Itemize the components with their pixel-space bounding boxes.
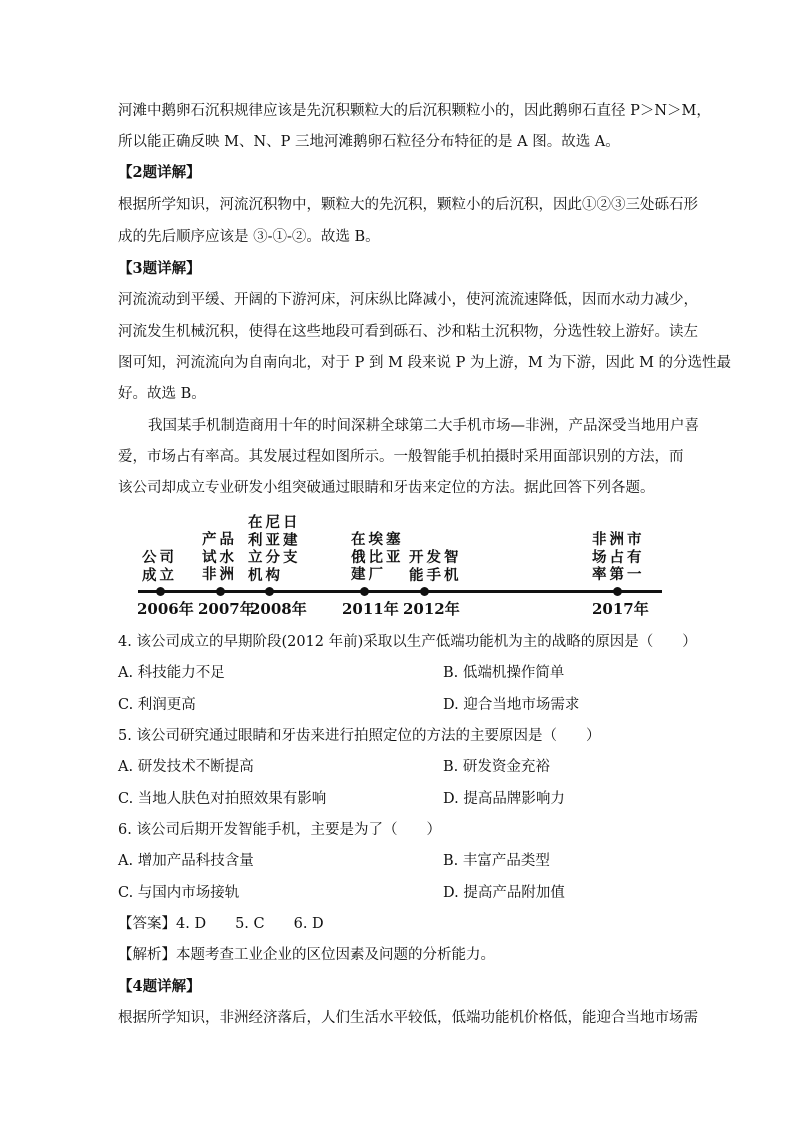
timeline-event-text: 非洲 bbox=[202, 566, 237, 583]
question-option: C. 当地人肤色对拍照效果有影响 bbox=[118, 791, 327, 807]
timeline-year: 2006年 bbox=[137, 600, 194, 618]
question-option: A. 研发技术不断提高 bbox=[118, 759, 254, 775]
timeline-marker bbox=[216, 587, 225, 596]
question-option: B. 研发资金充裕 bbox=[443, 759, 550, 775]
answer-line: 【答案】4. D 5. C 6. D bbox=[118, 916, 324, 932]
question-option: D. 迎合当地市场需求 bbox=[443, 697, 580, 713]
timeline-marker bbox=[420, 587, 429, 596]
paragraph-line: 我国某手机制造商用十年的时间深耕全球第二大手机市场—非洲，产品深受当地用户喜 bbox=[148, 418, 699, 434]
timeline-event-text: 利亚建 bbox=[248, 531, 301, 549]
section-heading-q3: 【3题详解】 bbox=[118, 260, 201, 277]
question-stem: 6. 该公司后期开发智能手机，主要是为了（ ） bbox=[118, 822, 441, 838]
timeline-event-label bbox=[202, 531, 237, 584]
timeline-marker bbox=[360, 587, 369, 596]
question-option: A. 增加产品科技含量 bbox=[118, 853, 254, 869]
timeline-event-text: 建厂 bbox=[351, 566, 386, 583]
question-stem: 4. 该公司成立的早期阶段(2012 年前)采取以生产低端功能机为主的战略的原因是（ ） bbox=[118, 634, 697, 650]
paragraph-line: 河流发生机械沉积，使得在这些地段可看到砾石、沙和粘土沉积物，分选性较上游好。读左 bbox=[118, 324, 698, 340]
timeline-event-text: 俄比亚 bbox=[351, 548, 404, 566]
section-heading-q4: 【4题详解】 bbox=[118, 978, 201, 995]
question-option: C. 与国内市场接轨 bbox=[118, 885, 240, 901]
timeline-event-text: 率第一 bbox=[592, 566, 645, 583]
analysis-line: 【解析】本题考查工业企业的区位因素及问题的分析能力。 bbox=[118, 947, 495, 963]
timeline-year: 2017年 bbox=[592, 600, 649, 618]
question-option: D. 提高产品附加值 bbox=[443, 885, 565, 901]
paragraph-line: 河流流动到平缓、开阔的下游河床，河床纵比降减小，使河流流速降低，因而水动力减少， bbox=[118, 292, 698, 308]
timeline-year: 2012年 bbox=[403, 600, 460, 618]
section-heading-q2: 【2题详解】 bbox=[118, 164, 201, 181]
timeline-event-text: 在埃塞 bbox=[351, 531, 404, 548]
paragraph-line: 成的先后顺序应该是 ③-①-②。故选 B。 bbox=[118, 229, 380, 245]
paragraph-line: 河滩中鹅卵石沉积规律应该是先沉积颗粒大的后沉积颗粒小的，因此鹅卵石直径 P＞N＞M， bbox=[118, 103, 711, 119]
paragraph-line: 根据所学知识，非洲经济落后，人们生活水平较低，低端功能机价格低，能迎合当地市场需 bbox=[118, 1010, 698, 1026]
timeline-event-label bbox=[592, 531, 645, 584]
timeline-marker bbox=[613, 587, 622, 596]
paragraph-line: 爱，市场占有率高。其发展过程如图所示。一般智能手机拍摄时采用面部识别的方法，而 bbox=[118, 449, 684, 465]
timeline-year: 2008年 bbox=[250, 600, 307, 618]
paragraph-line: 所以能正确反映 M、N、P 三地河滩鹅卵石粒径分布特征的是 A 图。故选 A。 bbox=[118, 134, 620, 150]
question-option: A. 科技能力不足 bbox=[118, 665, 225, 681]
company-timeline-figure bbox=[130, 508, 670, 618]
question-option: D. 提高品牌影响力 bbox=[443, 791, 565, 807]
question-stem: 5. 该公司研究通过眼睛和牙齿来进行拍照定位的方法的主要原因是（ ） bbox=[118, 728, 601, 744]
question-option: C. 利润更高 bbox=[118, 697, 196, 713]
timeline-event-text: 产品 bbox=[202, 531, 237, 548]
paragraph-line: 图可知，河流流向为自南向北，对于 P 到 M 段来说 P 为上游，M 为下游，因此 M 的分选性最 bbox=[118, 355, 732, 371]
paragraph-line: 好。故选 B。 bbox=[118, 386, 206, 402]
timeline-event-text: 成立 bbox=[142, 566, 177, 584]
timeline-event-text: 立分支 bbox=[248, 549, 301, 566]
timeline-event-text: 开发智 bbox=[409, 549, 462, 566]
timeline-event-text: 在尼日 bbox=[248, 514, 301, 531]
timeline-event-label bbox=[351, 531, 404, 584]
timeline-year: 2007年 bbox=[198, 600, 255, 618]
timeline-marker bbox=[265, 587, 274, 596]
paragraph-line: 根据所学知识，河流沉积物中，颗粒大的先沉积，颗粒小的后沉积，因此①②③三处砾石形 bbox=[118, 197, 698, 213]
timeline-event-label bbox=[409, 549, 462, 584]
timeline-year: 2011年 bbox=[342, 600, 399, 618]
timeline-event-text: 场占有 bbox=[592, 548, 645, 566]
timeline-event-text: 能手机 bbox=[409, 566, 462, 584]
timeline-event-label bbox=[142, 549, 177, 584]
timeline-event-label bbox=[248, 514, 301, 584]
timeline-event-text: 公司 bbox=[142, 549, 177, 566]
timeline-event-text: 非洲市 bbox=[592, 531, 645, 548]
timeline-event-text: 机构 bbox=[248, 566, 283, 584]
question-option: B. 低端机操作简单 bbox=[443, 665, 565, 681]
question-option: B. 丰富产品类型 bbox=[443, 853, 550, 869]
timeline-marker bbox=[156, 587, 165, 596]
paragraph-line: 该公司却成立专业研发小组突破通过眼睛和牙齿来定位的方法。据此回答下列各题。 bbox=[118, 480, 655, 496]
timeline-event-text: 试水 bbox=[202, 548, 237, 566]
